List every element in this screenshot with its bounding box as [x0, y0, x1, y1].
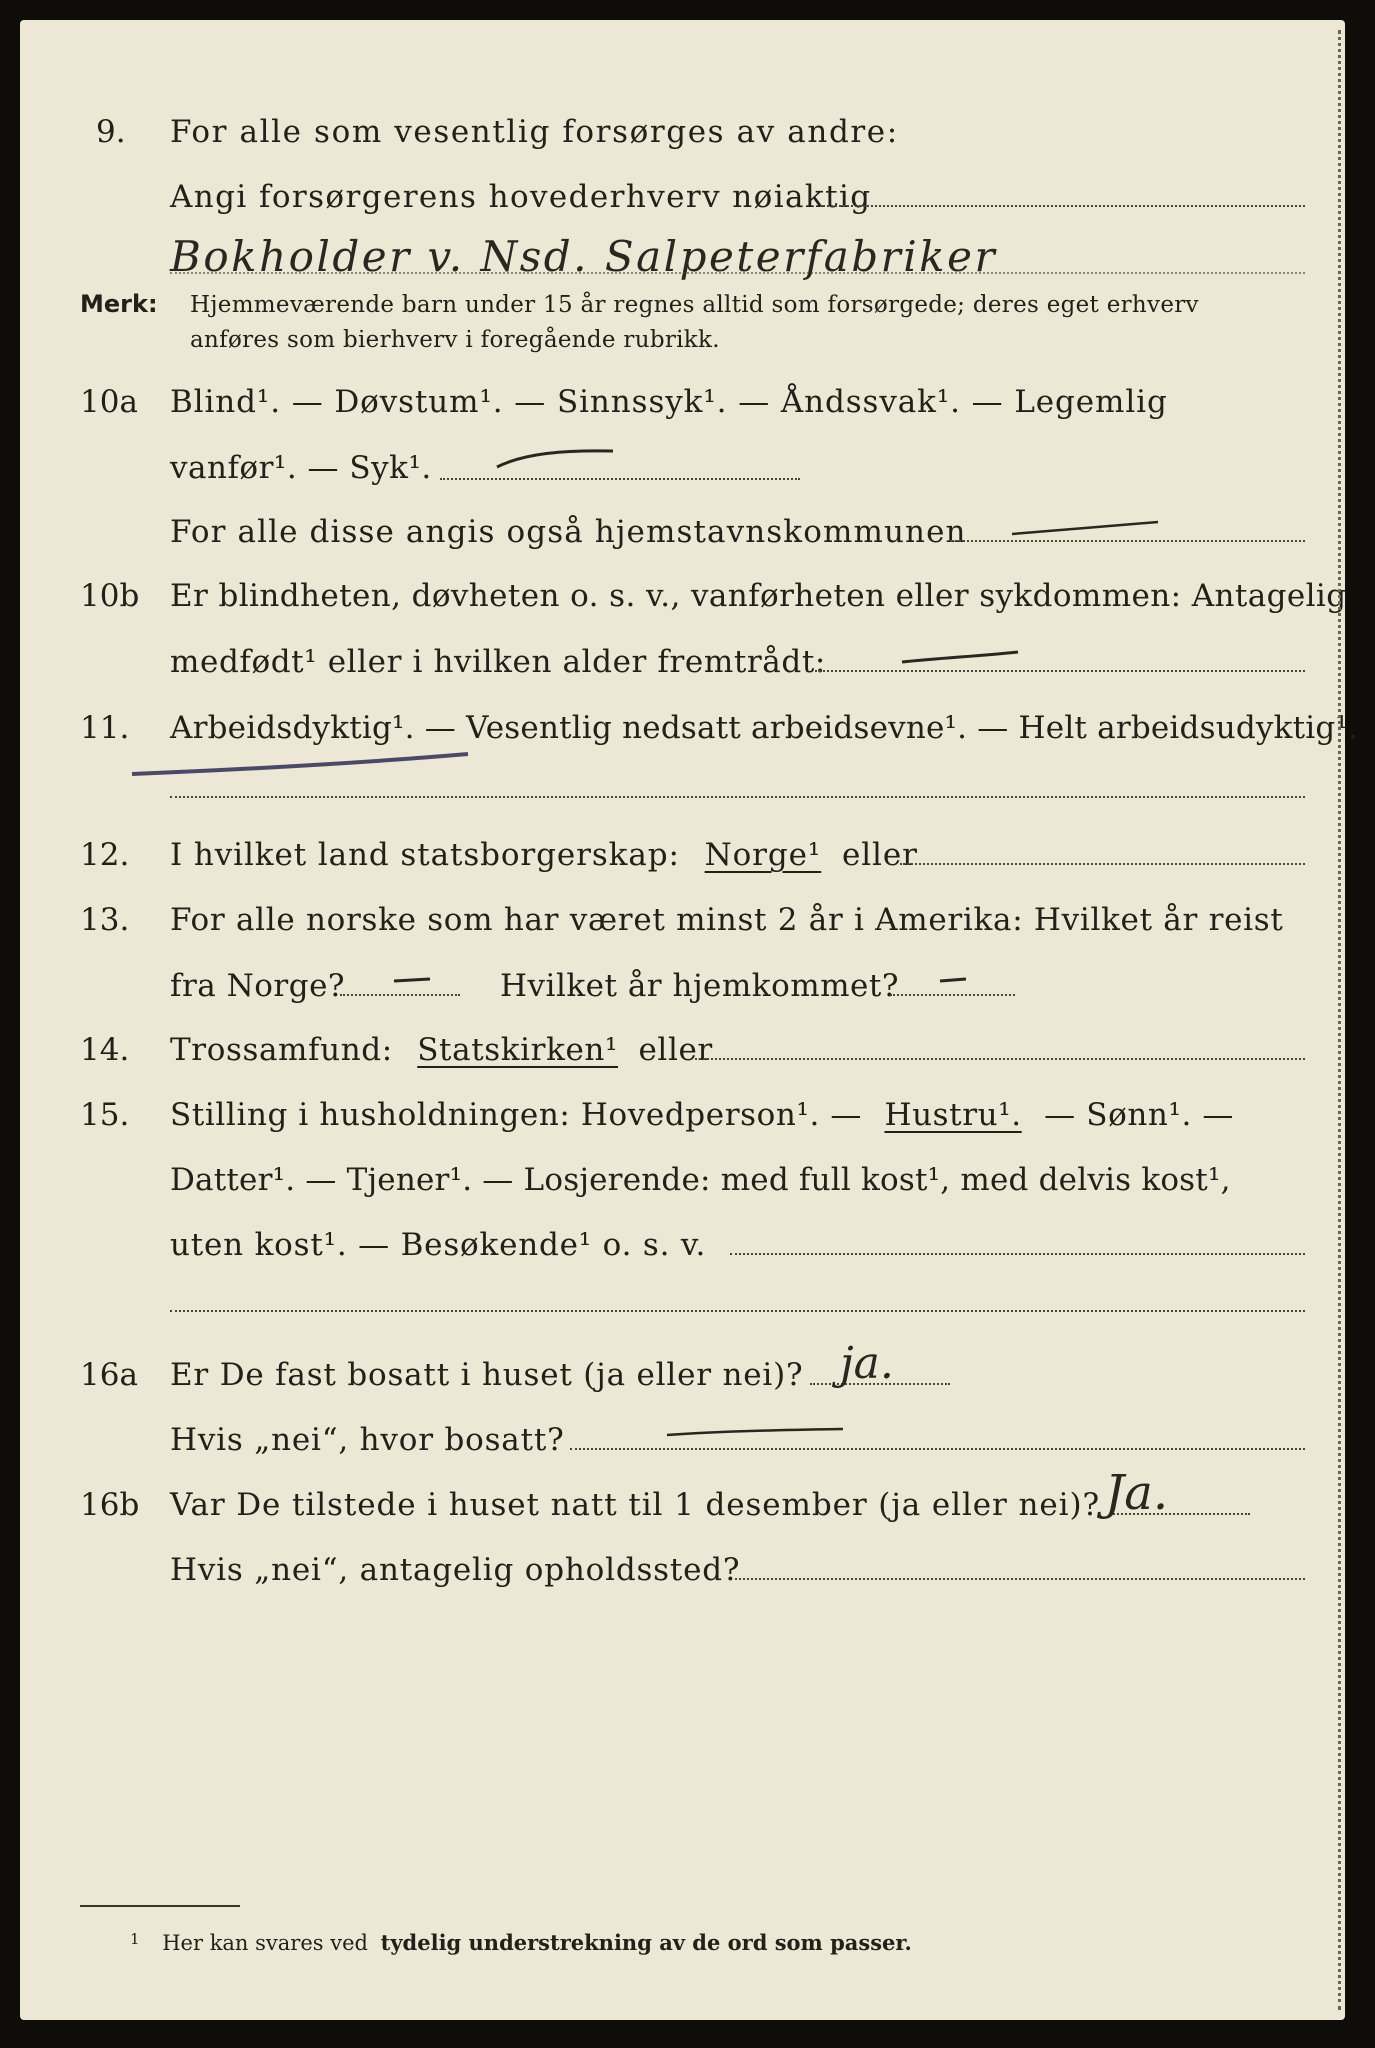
- q13-hjemkommet-line: [890, 994, 1015, 996]
- q15-extra-line: [170, 1310, 1305, 1312]
- q11-line1: Arbeidsdyktig¹. — Vesentlig nedsatt arbeidsevne¹. — Helt arbeidsudyktig¹.: [170, 710, 1359, 746]
- q14-option-statskirken: Statskirken¹: [417, 1032, 619, 1068]
- q16b-line1: Var De tilstede i huset natt til 1 desember (ja eller nei)?: [170, 1487, 1100, 1523]
- q15-line1c: — Sønn¹. —: [1044, 1097, 1234, 1133]
- q10b-line1: Er blindheten, døvheten o. s. v., vanførheten eller sykdommen: Antagelig: [170, 578, 1347, 614]
- footnote: [130, 1930, 912, 1955]
- footnote-rule: [80, 1905, 240, 1907]
- q14-answer-line: [690, 1058, 1305, 1060]
- pencil-underline: [130, 750, 470, 780]
- item-number-10b: 10b: [80, 578, 140, 614]
- q9-handwritten-answer: Bokholder v. Nsd. Salpeterfabriker: [170, 232, 998, 281]
- q13-line2a: fra Norge?: [170, 968, 346, 1004]
- q10b-line2: medfødt¹ eller i hvilken alder fremtrådt:: [170, 644, 826, 680]
- footnote-text-plain: Her kan svares ved: [162, 1931, 368, 1955]
- q12-option-norge: Norge¹: [704, 837, 822, 873]
- item-number-15: 15.: [80, 1097, 130, 1133]
- perforated-edge: [1338, 30, 1341, 2010]
- q12-prefix: I hvilket land statsborgerskap:: [170, 837, 680, 873]
- item-number-13: 13.: [80, 902, 130, 938]
- q16a-handwritten-answer: ja.: [840, 1338, 894, 1389]
- handwritten-dash: [495, 445, 615, 475]
- q13-line1: For alle norske som har været minst 2 år i Amerika: Hvilket år reist: [170, 902, 1284, 938]
- merk-line2: anføres som bierhverv i foregående rubrikk.: [190, 327, 720, 353]
- item-number-14: 14.: [80, 1032, 130, 1068]
- q15-line2: Datter¹. — Tjener¹. — Losjerende: med full kost¹, med delvis kost¹,: [170, 1162, 1231, 1198]
- q12-line: [170, 835, 918, 875]
- item-number-16b: 16b: [80, 1487, 140, 1523]
- q15-line1a: Stilling i husholdningen: Hovedperson¹. —: [170, 1097, 862, 1133]
- handwritten-dash: [665, 1425, 845, 1441]
- q16b-line2: Hvis „nei“, antagelig opholdssted?: [170, 1552, 741, 1588]
- footnote-mark: 1: [130, 1930, 140, 1948]
- q15-answer-line: [730, 1253, 1305, 1255]
- q14-prefix: Trossamfund:: [170, 1032, 393, 1068]
- q10a-line1: Blind¹. — Døvstum¹. — Sinnssyk¹. — Åndssvak¹. — Legemlig: [170, 384, 1168, 420]
- q9-line1: For alle som vesentlig forsørges av andre:: [170, 114, 899, 150]
- handwritten-dash: [938, 975, 968, 985]
- q10a-line2: vanfør¹. — Syk¹.: [170, 450, 432, 486]
- q9-line2: Angi forsørgerens hovederhverv nøiaktig: [170, 179, 872, 215]
- item-number-16a: 16a: [80, 1357, 138, 1393]
- item-number-10a: 10a: [80, 384, 138, 420]
- q10a-hjemstavn-line: [950, 540, 1305, 542]
- handwritten-dash: [900, 648, 1020, 668]
- q9-answer-underline: [170, 272, 1305, 274]
- q13-line2b: Hvilket år hjemkommet?: [500, 968, 899, 1004]
- q16a-line1: Er De fast bosatt i huset (ja eller nei)?: [170, 1357, 804, 1393]
- q15-line3: uten kost¹. — Besøkende¹ o. s. v.: [170, 1227, 707, 1263]
- item-number-11: 11.: [80, 710, 130, 746]
- q12-suffix: eller: [841, 837, 918, 873]
- footnote-text-bold: tydelig understrekning av de ord som passer.: [380, 1930, 912, 1955]
- q10a-line3: For alle disse angis også hjemstavnskommunen: [170, 514, 967, 550]
- q13-reist-line: [340, 994, 460, 996]
- q16a-line2: Hvis „nei“, hvor bosatt?: [170, 1422, 565, 1458]
- item-number-12: 12.: [80, 837, 130, 873]
- q16b-opholdssted-line: [735, 1578, 1305, 1580]
- merk-label: Merk:: [80, 290, 158, 318]
- q11-answer-line: [170, 796, 1305, 798]
- handwritten-dash: [392, 975, 432, 985]
- item-number-9: 9.: [96, 114, 126, 150]
- q15-option-hustru: Hustru¹.: [884, 1097, 1022, 1133]
- q14-line: [170, 1030, 713, 1070]
- q12-answer-line: [900, 863, 1305, 865]
- q10a-syk-line: [440, 478, 800, 480]
- q10b-answer-line: [815, 670, 1305, 672]
- handwritten-dash: [1010, 520, 1160, 540]
- q14-suffix: eller: [638, 1032, 713, 1068]
- q16b-handwritten-answer: Ja.: [1105, 1465, 1169, 1521]
- q15-line1: [170, 1095, 1234, 1135]
- q16a-bosatt-line: [570, 1448, 1305, 1450]
- q9-answer-line: [820, 205, 1305, 207]
- form-page: [20, 20, 1359, 2020]
- merk-line1: Hjemmeværende barn under 15 år regnes alltid som forsørgede; deres eget erhverv: [190, 292, 1199, 318]
